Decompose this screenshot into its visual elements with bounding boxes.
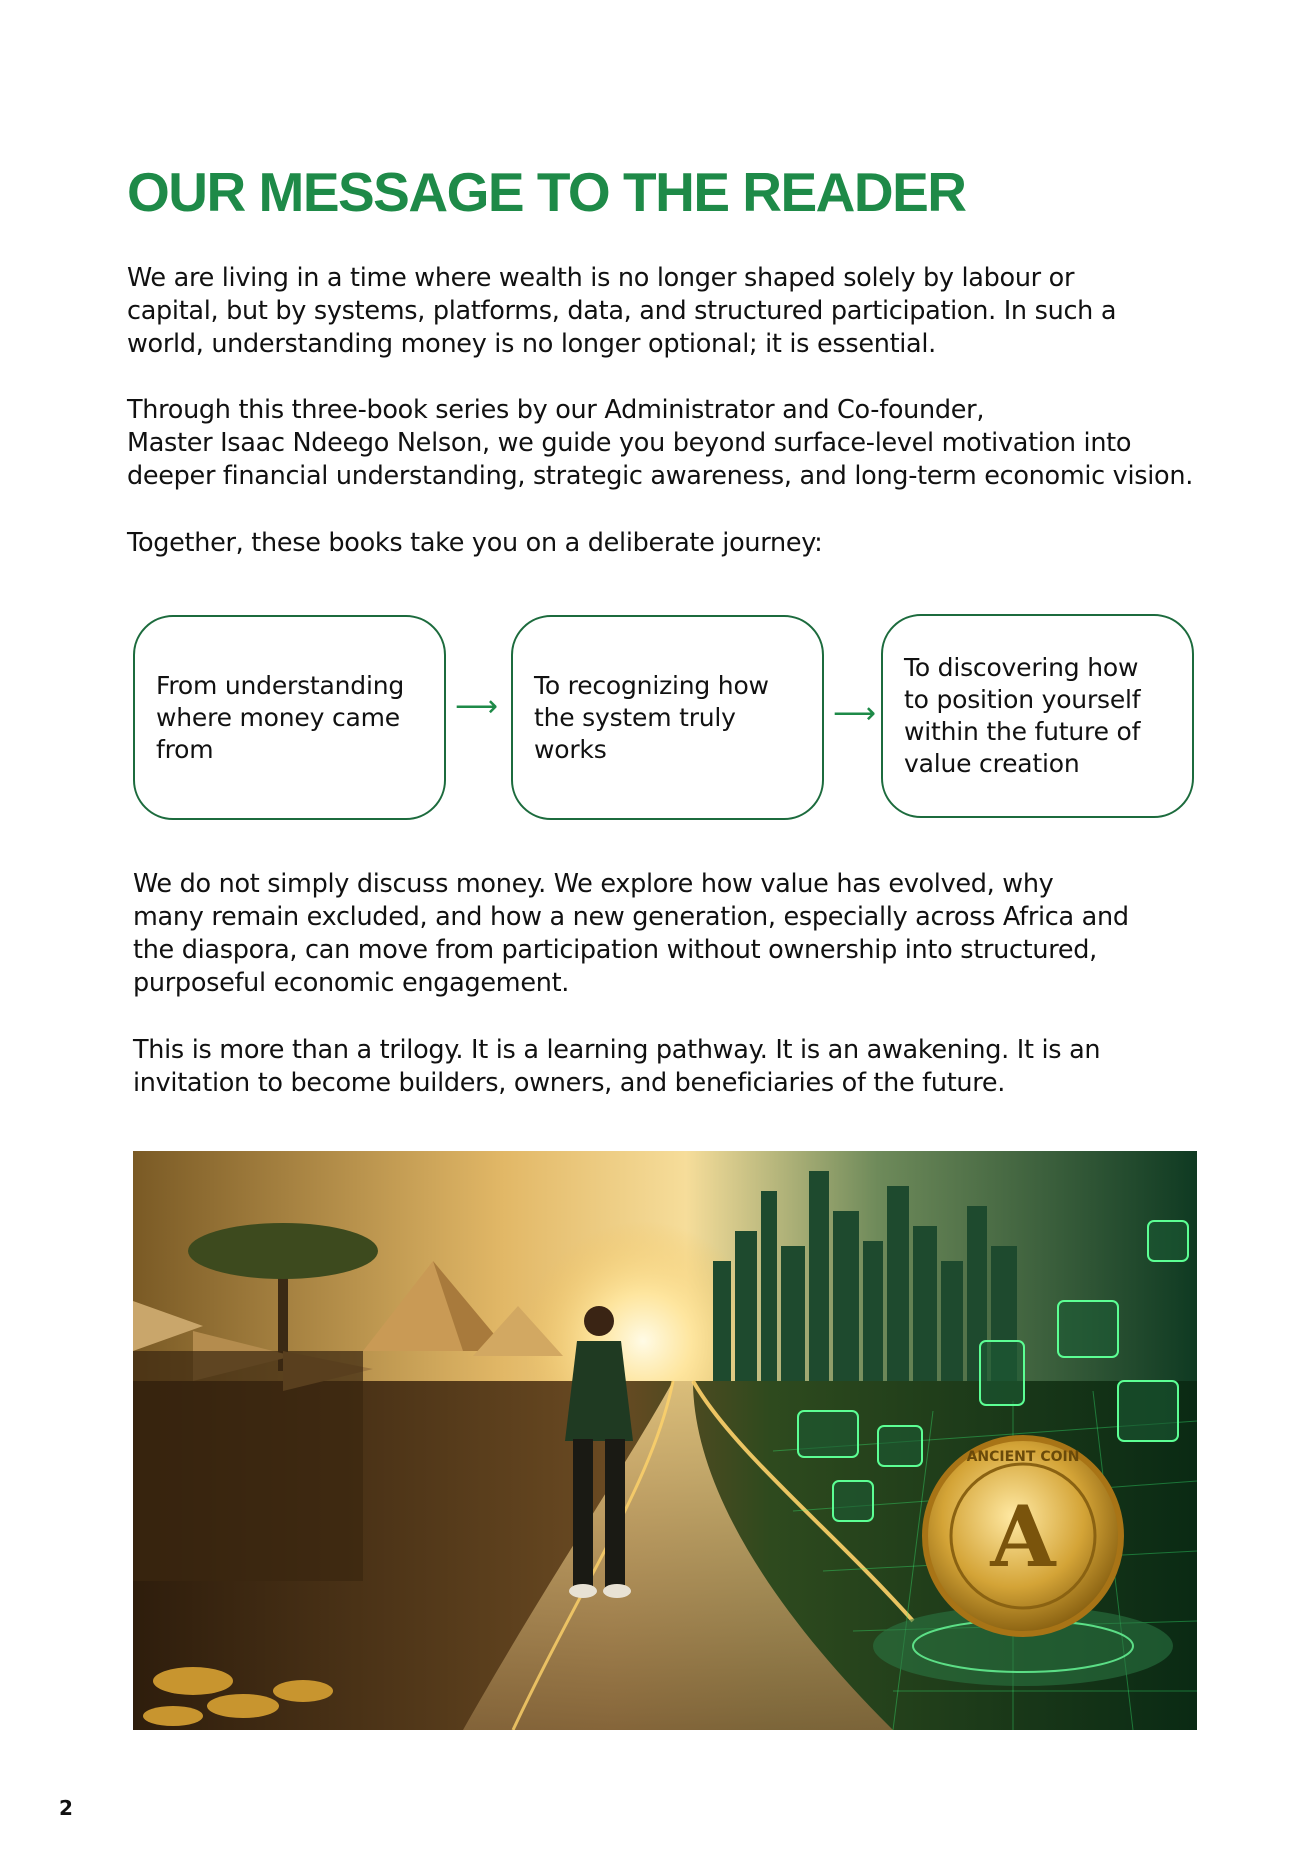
phone-icon: [980, 1341, 1024, 1405]
intro-paragraph-3: Together, these books take you on a deliberate journey:: [127, 528, 823, 558]
body-paragraph-2: This is more than a trilogy. It is a learning pathway. It is an awakening. It is an invitation to become builders, owners, and beneficiaries of the future.: [133, 1035, 1101, 1098]
coin-inscription: ANCIENT COIN: [966, 1449, 1080, 1465]
page-number: 2: [59, 1796, 73, 1820]
arrow-right-icon: ⟶: [833, 696, 877, 731]
intro-paragraph-1: We are living in a time where wealth is no longer shaped solely by labour or capital, but by systems, platforms, data, and structured participation. In such a world, understanding money is no longer optional; it is essential.: [127, 263, 1117, 359]
tree: [188, 1223, 378, 1279]
body-paragraph-1: We do not simply discuss money. We explore how value has evolved, why many remain excluded, and how a new generation, especially across Africa and the diaspora, can move from participation without ownership into structured, purposeful economic engagement.: [133, 869, 1129, 998]
hero-illustration: [133, 1151, 1197, 1730]
wifi-icon: [833, 1481, 873, 1521]
coin-letter: A: [990, 1487, 1056, 1586]
intro-paragraph-2: Through this three-book series by our Administrator and Co-founder, Master Isaac Ndeego Nelson, we guide you beyond surface-level motivation into deeper financial understanding, strategic awareness, and long-term economic vision.: [127, 395, 1193, 491]
page-title: OUR MESSAGE TO THE READER: [127, 161, 966, 223]
globe-icon: [878, 1426, 922, 1466]
world-map-icon: [798, 1411, 858, 1457]
journey-step-2: [511, 615, 824, 820]
wifi-icon: [1148, 1221, 1188, 1261]
journey-step-1: [133, 615, 446, 820]
chart-icon: [1118, 1381, 1178, 1441]
journey-step-2-text: To recognizing how the system truly works: [534, 670, 769, 764]
cube-icon: [1058, 1301, 1118, 1357]
hero-scene: [133, 1151, 1197, 1730]
journey-step-1-text: From understanding where money came from: [156, 670, 405, 764]
journey-step-3-text: To discovering how to position yourself within the future of value creation: [904, 653, 1141, 778]
arrow-right-icon: ⟶: [455, 689, 499, 724]
journey-step-3: [881, 614, 1194, 818]
